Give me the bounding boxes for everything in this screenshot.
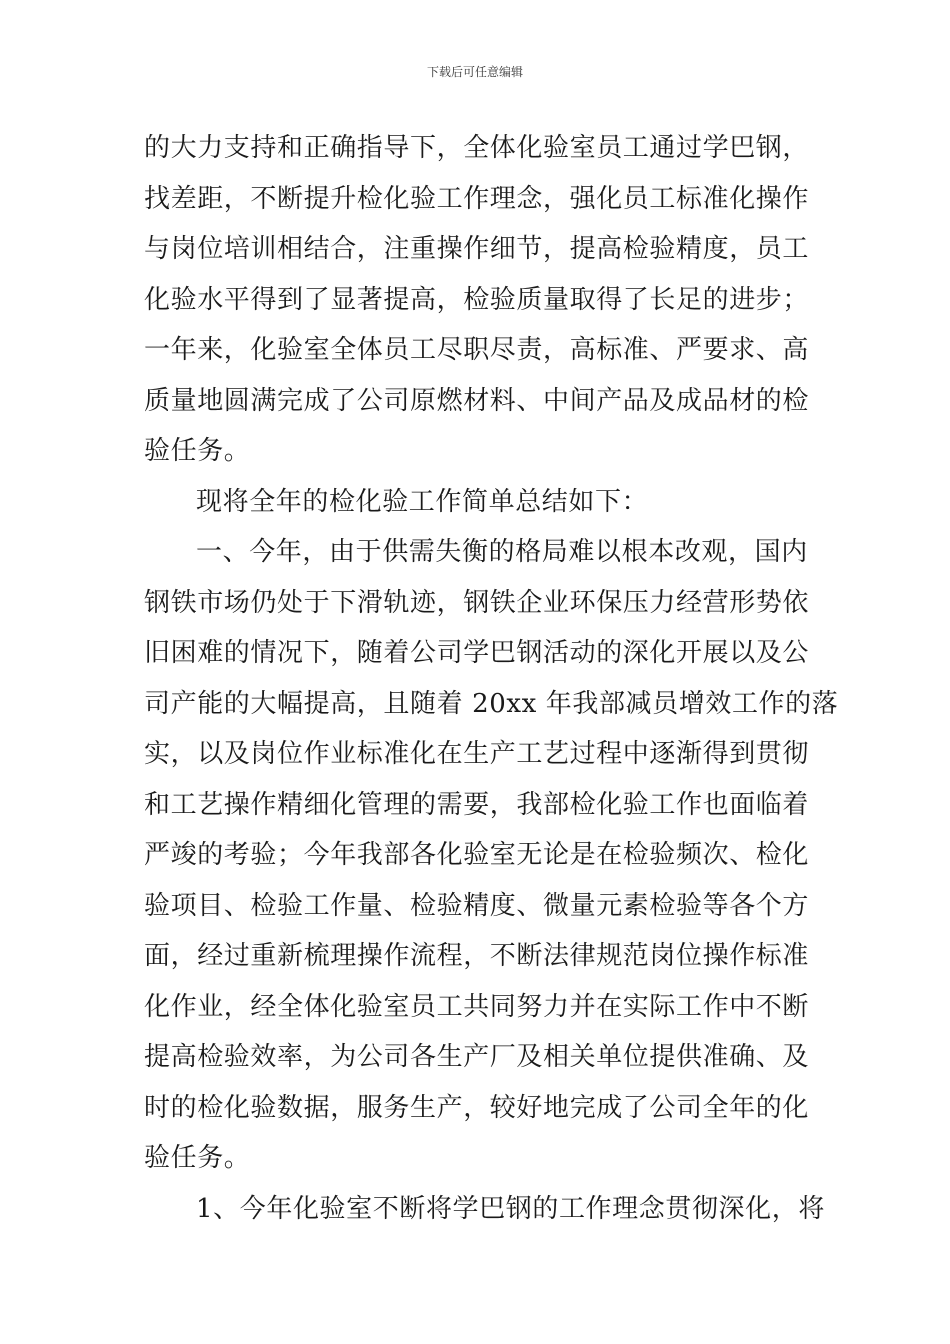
text-line: 提高检验效率，为公司各生产厂及相关单位提供准确、及: [144, 1042, 810, 1072]
text-line: 验任务。: [144, 1143, 251, 1173]
text-line: 验项目、检验工作量、检验精度、微量元素检验等各个方: [144, 890, 810, 921]
text-line: 时的检化验数据，服务生产，较好地完成了公司全年的化: [144, 1092, 810, 1123]
text-line: 化作业，经全体化验室员工共同努力并在实际工作中不断: [144, 991, 810, 1022]
text-line: 一、今年，由于供需失衡的格局难以根本改观，国内: [196, 537, 808, 567]
text-line: 质量地圆满完成了公司原燃材料、中间产品及成品材的检: [144, 385, 810, 416]
text-line: 一年来，化验室全体员工尽职尽责，高标准、严要求、高: [144, 335, 810, 365]
text-line: 1、今年化验室不断将学巴钢的工作理念贯彻深化，将: [196, 1193, 825, 1224]
text-line: 面，经过重新梳理操作流程，不断法律规范岗位操作标准: [144, 941, 810, 971]
text-line: 与岗位培训相结合，注重操作细节，提高检验精度，员工: [144, 234, 810, 264]
text-line: 旧困难的情况下，随着公司学巴钢活动的深化开展以及公: [144, 638, 810, 668]
text-line: 验任务。: [144, 436, 251, 466]
text-line: 和工艺操作精细化管理的需要，我部检化验工作也面临着: [144, 789, 810, 820]
text-line: 钢铁市场仍处于下滑轨迹，钢铁企业环保压力经营形势依: [144, 587, 810, 618]
document-body: [144, 123, 839, 1234]
text-line: 化验水平得到了显著提高，检验质量取得了长足的进步；: [144, 284, 810, 315]
text-line: 严竣的考验；今年我部各化验室无论是在检验频次、检化: [144, 840, 810, 870]
text-line: 现将全年的检化验工作简单总结如下：: [196, 486, 649, 517]
text-line: 找差距，不断提升检化验工作理念，强化员工标准化操作: [144, 183, 810, 214]
text-line: 司产能的大幅提高，且随着 20xx 年我部减员增效工作的落: [144, 688, 839, 719]
page-header: 下载后可任意编辑: [426, 65, 523, 79]
text-line: 实，以及岗位作业标准化在生产工艺过程中逐渐得到贯彻: [144, 739, 810, 769]
text-line: 的大力支持和正确指导下，全体化验室员工通过学巴钢，: [144, 133, 810, 163]
